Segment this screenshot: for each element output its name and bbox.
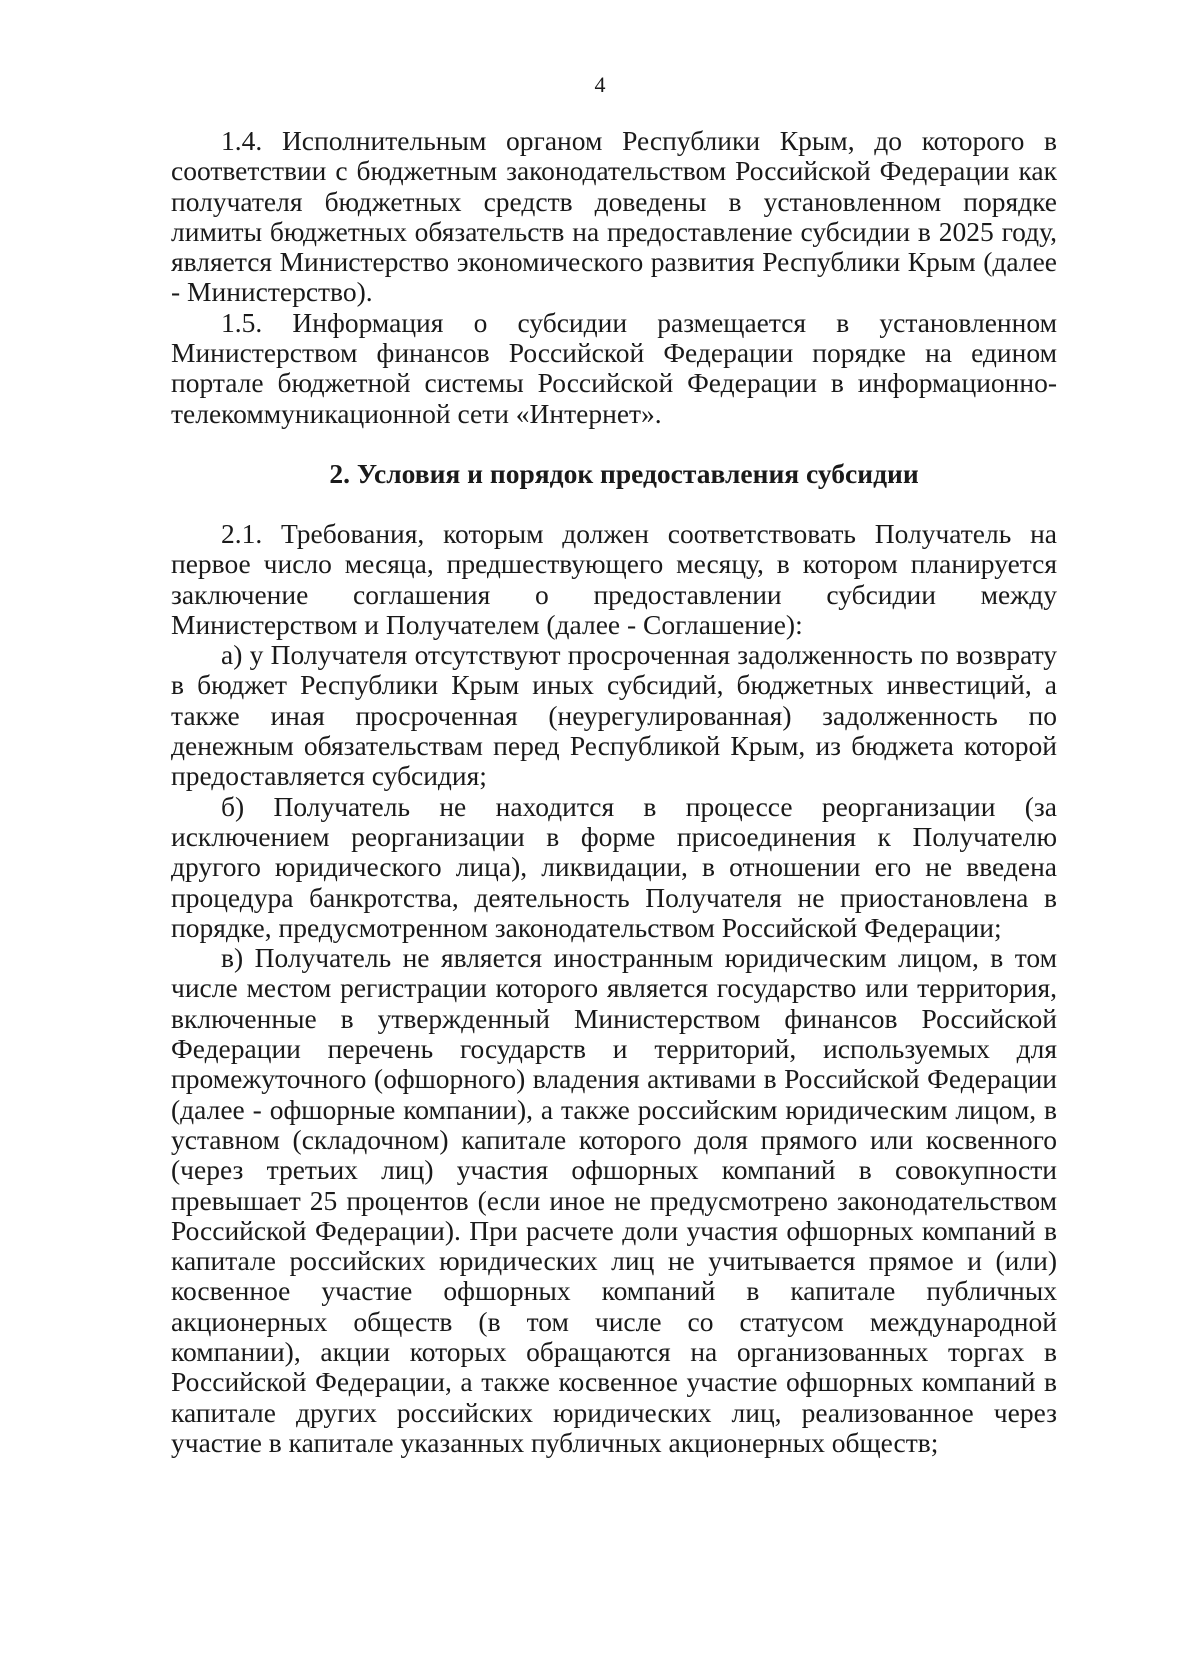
- paragraph-2-1: 2.1. Требования, которым должен соответствовать Получатель на первое число месяца, предшествующего месяцу, в котором планируется заключение соглашения о предоставлении субсидии между Министерством и Получателем (далее - Соглашение):: [171, 517, 1057, 640]
- paragraph-item-v: в) Получатель не является иностранным юридическим лицом, в том числе местом регистрации которого является государство или территория, включенные в утвержденный Министерством финансов Российской Федерации перечень государств и территорий, используемых для промежуточного (офшорного) владения активами в Российской Федерации (далее - офшорные компании), а также российским юридическим лицом, в уставном (складочном) капитале которого доля прямого или косвенного (через третьих лиц) участия офшорных компаний в совокупности превышает 25 процентов (если иное не предусмотрено законодательством Российской Федерации). При расчете доли участия офшорных компаний в капитале российских юридических лиц не учитывается прямое и (или) косвенное участие офшорных компаний в капитале публичных акционерных обществ (в том числе со статусом международной компании), акции которых обращаются на организованных торгах в Российской Федерации, а также косвенное участие офшорных компаний в капитале других российских юридических лиц, реализованное через участие в капитале указанных публичных акционерных обществ;: [171, 942, 1057, 1458]
- paragraph-1-4: 1.4. Исполнительным органом Республики Крым, до которого в соответствии с бюджетным законодательством Российской Федерации как получателя бюджетных средств доведены в установленном порядке лимиты бюджетных обязательств на предоставление субсидии в 2025 году, является Министерство экономического развития Республики Крым (далее - Министерство).: [171, 125, 1057, 308]
- paragraph-item-b: б) Получатель не находится в процессе реорганизации (за исключением реорганизации в форме присоединения к Получателю другого юридического лица), ликвидации, в отношении его не введена процедура банкротства, деятельность Получателя не приостановлена в порядке, предусмотренном законодательством Российской Федерации;: [171, 790, 1057, 943]
- section-heading: 2. Условия и порядок предоставления субсидии: [329, 457, 919, 489]
- document-body: [171, 126, 1057, 1458]
- page-number: 4: [594, 72, 606, 97]
- paragraph-1-5: 1.5. Информация о субсидии размещается в установленном Министерством финансов Российской Федерации порядке на едином портале бюджетной системы Российской Федерации в информационно-телекоммуникационной сети «Интернет».: [171, 306, 1057, 429]
- paragraph-item-a: а) у Получателя отсутствуют просроченная задолженность по возврату в бюджет Республики Крым иных субсидий, бюджетных инвестиций, а также иная просроченная (неурегулированная) задолженность по денежным обязательствам перед Республикой Крым, из бюджета которой предоставляется субсидия;: [171, 639, 1057, 792]
